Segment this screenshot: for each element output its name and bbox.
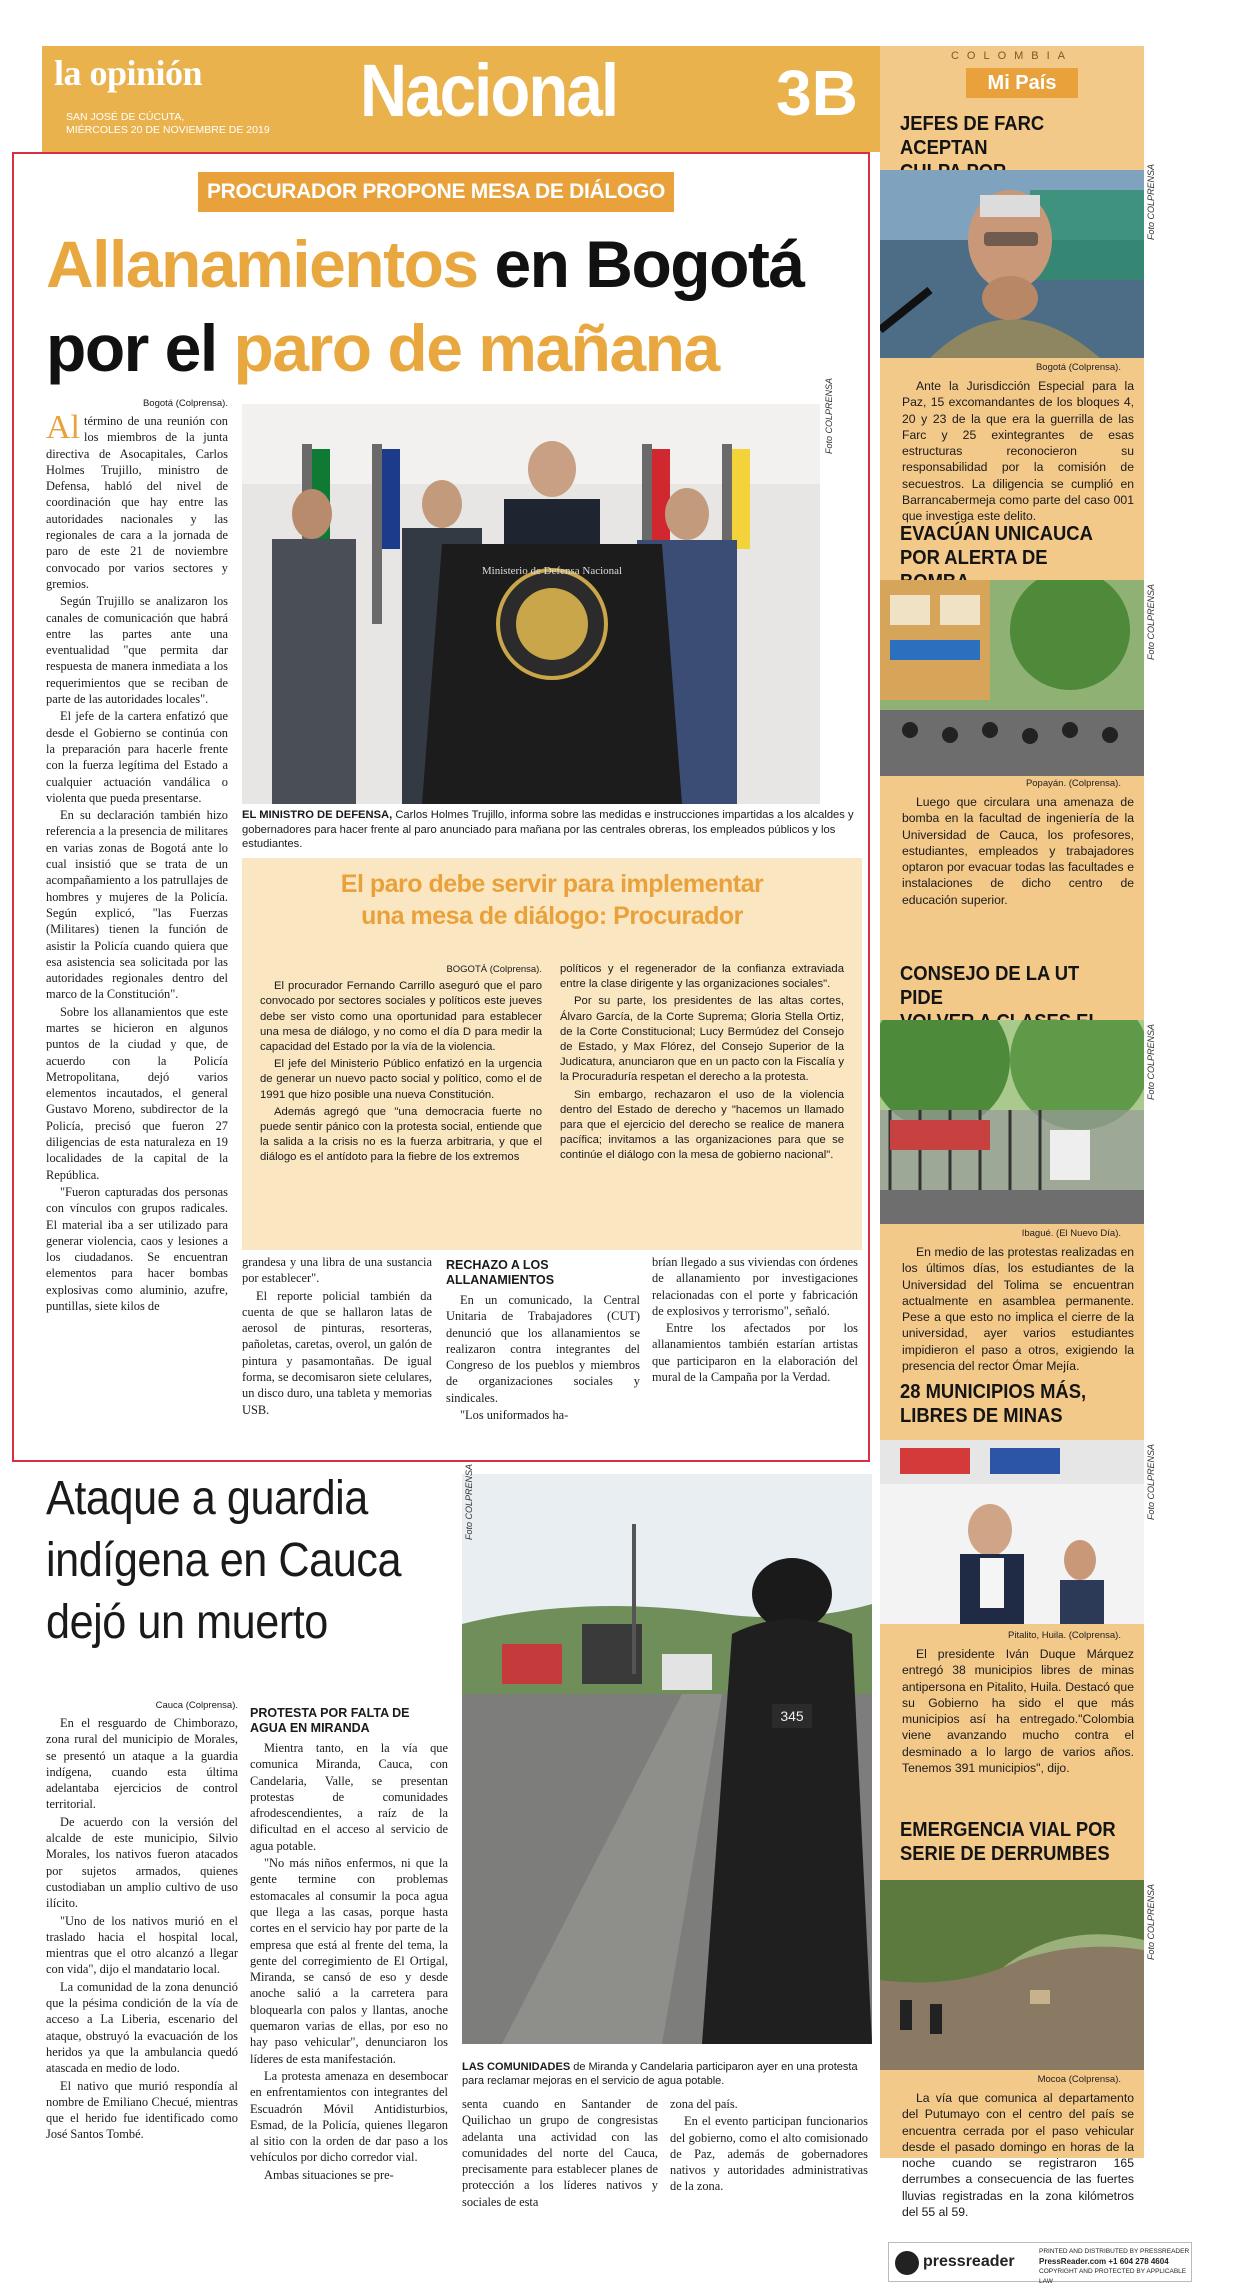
box-title <box>242 868 862 932</box>
sidebar-story-3-credit: Ibagué. (El Nuevo Día). <box>1021 1228 1121 1239</box>
sidebar-photo-farc <box>880 170 1144 358</box>
pressreader-logo-text: pressreader <box>923 2253 1015 2270</box>
section-title: Nacional <box>360 49 618 132</box>
sidebar-story-1-text: Ante la Jurisdicción Especial para la Paz, 15 excomandantes de los bloques 4, 20 y 23 de la que era la guerrilla de las Farc y 25 exintegrantes de esas estructuras reconocieron su responsabilidad por la comisión de secuestros. La diligencia se cumplió en Barrancabermeja como parte del caso 001 que investiga este delito. <box>902 379 1134 524</box>
lead-paragraph: grandesa y una libra de una sustancia por establecer". <box>242 1255 432 1286</box>
podium-text: Ministerio de Defensa Nacional <box>481 565 623 577</box>
lead-column-3 <box>446 1254 640 1424</box>
lead-paragraph: término de una reunión con los miembros de la junta directiva de Asocapitales, Carlos Holmes Trujillo, ministro de Defensa, habló del nivel de coordinación que hay entre las autoridades nacionales y las regionales de cara a la jornada de paro de este 21 de noviembre convocado por varios sectores y gremios. <box>46 414 228 591</box>
title-line: JEFES DE FARC ACEPTAN <box>900 113 1045 159</box>
lead-paragraph: Según Trujillo se analizaron los canales de comunicación que habrá entre las partes ante una eventualidad "que permita dar respuesta de manera inmediata a los requerimientos que se reciban de parte de las autoridades locales". <box>46 594 228 707</box>
caption-bold: LAS COMUNIDADES <box>462 2061 571 2073</box>
pressreader-notice <box>1039 2247 1191 2287</box>
notice-line: PRINTED AND DISTRIBUTED BY PRESSREADER <box>1039 2248 1190 2255</box>
lead-paragraph: Entre los afectados por los allanamientos también estarían artistas que participaron en la elaboración del mural de la Campaña por la Verdad. <box>652 1321 858 1385</box>
box-credit: BOGOTÁ (Colprensa). <box>446 964 542 975</box>
photo-credit-tag: Foto COLPRENSA <box>1146 583 1156 660</box>
headline-accent: paro de mañana <box>233 311 719 385</box>
lead-paragraph: En un comunicado, la Central Unitaria de Trabajadores (CUT) denunció que los allanamientos se realizaron contra integrantes del Congreso de los pueblos y miembros de organizaciones sociales y sindicales. <box>446 1293 640 1405</box>
second-column-2 <box>250 1702 448 2184</box>
photo-credit-tag: Foto COLPRENSA <box>824 377 834 454</box>
lead-paragraph: Sobre los allanamientos que este martes se hicieron en algunos puntos de la ciudad y que, de acuerdo con la Policía Metropolitana, dejó varios elementos incautados, el general Gustavo Moreno, subdirector de la Policía, precisó que fueron 27 diligencias de esta naturaleza en 19 localidades de la capital de la República. <box>46 1004 228 1182</box>
second-column-3 <box>462 2096 658 2211</box>
sidebar-story-2-credit: Popayán. (Colprensa). <box>1025 778 1121 789</box>
sidebar-story-4-title <box>900 1380 1117 1428</box>
lead-column-2 <box>242 1254 432 1419</box>
photo-credit-tag: Foto COLPRENSA <box>1146 163 1156 240</box>
sidebar-story-5-text: La vía que comunica al departamento del Putumayo con el centro del país se encuentra cerrada por el paso vehicular desde el pasado domingo en horas de la noche cuando se registraron 165 derrumbes a consecuencia de las fuertes lluvias registradas en la zona kilómetros del 55 al 59. <box>902 2091 1134 2220</box>
second-headline: Ataque a guardia indígena en Cauca dejó un muerto <box>46 1472 402 1649</box>
sidebar-photo-ut <box>880 1020 1144 1224</box>
lead-kicker: PROCURADOR PROPONE MESA DE DIÁLOGO <box>198 172 674 212</box>
sidebar-section-label: Mi País <box>966 68 1078 98</box>
sidebar-story-3-text: En medio de las protestas realizadas en los últimos días, los estudiantes de la Universidad del Tolima se encuentran actualmente en asamblea permanente. Pese a que esto no implica el cierre de la universidad, ayer varios estudiantes impidieron el paso a otros, exigiendo la presencia del rector Ómar Mejía. <box>902 1245 1134 1374</box>
headline-text: por el <box>46 311 234 385</box>
lead-paragraph: El jefe de la cartera enfatizó que desde el Gobierno se continúa con la preparación para hacerle frente con la fuerza legítima del Estado a cualquier actuación vandálica o violenta que pueda presentarse. <box>46 709 228 805</box>
lead-column-1 <box>46 398 228 1315</box>
lead-paragraph: El reporte policial también da cuenta de que se hallaron latas de aerosol de pinturas, resorteras, pañoletas, caretas, overol, un galón de pintura y pasamontañas. De igual forma, se decomisaron siete celulares, un disco duro, una tableta y memorias USB. <box>242 1288 432 1417</box>
box-paragraph: Sin embargo, rechazaron el uso de la violencia dentro del Estado de derecho y "hacemos un llamado para que el ejercicio del derecho se realice de manera pacífica; invitamos a las organizaciones para que se continúe el diálogo con la mesa de gobierno nacional". <box>560 1088 844 1162</box>
lead-paragraph: En su declaración también hizo referencia a la presencia de militares en varias zonas de Bogotá ante lo cual insistió que se trata de un acompañamiento a los patrullajes de hombres y mujeres de la Policía. Según explicó, "las Fuerzas (Militares) tienen la función de asistir la Policía cuando quiera que esa asistencia sea solicitada por las autoridades regionales dentro del marco de la Constitución". <box>46 808 228 1002</box>
lead-paragraph: brían llegado a sus viviendas con órdenes de allanamiento por investigaciones relacionadas con el porte y fabricación de explosivos y terrorismo", señaló. <box>652 1255 858 1318</box>
second-paragraph: La comunidad de la zona denunció que la pésima condición de la vía de acceso a La Liberia, escenario del ataque, obstruyó la evacuación de los heridos ya que la ambulancia quedó atascada en medio de lodo. <box>46 1979 238 2076</box>
box-column-1 <box>260 962 542 1168</box>
lead-headline <box>46 222 836 390</box>
sidebar-photo-derrumbes <box>880 1880 1144 2070</box>
second-paragraph: "Uno de los nativos murió en el traslado hacia el hospital local, mientras que el otro alcanzó a llegar con vida", dijo el mandatario local. <box>46 1913 238 1977</box>
second-paragraph: "No más niños enfermos, ni que la gente termine con problemas estomacales al consumir la poca agua que llega a las casas, porque hasta cortes en el servicio hay por parte de la empresa que está al frente del tema, la gente del corregimiento de El Ortigal, Miranda, se cansó de eso y desde anoche salió a la carretera para bloquearla con palos y llantas, anoche quemaron varias de ellas, por eso no hay paso vehicular", denunciaron los líderes de esta manifestación. <box>250 1856 448 2066</box>
lead-column-4 <box>652 1254 858 1386</box>
sidebar-story-4-text: El presidente Iván Duque Márquez entregó 38 municipios libres de minas antipersona en Pitalito, Huila. Destacó que su Gobierno ha sido el que más municipios así ha entregado."Colombia viene avanzando mucho contra el desminado a lo largo de varios años. Tenemos 391 municipios", dijo. <box>902 1647 1134 1776</box>
second-paragraph: De acuerdo con la versión del alcalde de este municipio, Silvio Morales, los nativos fueron atacados por sujetos armados, quienes custodiaban un amplio cultivo de uso ilícito. <box>46 1814 238 1911</box>
box-title-line: una mesa de diálogo: Procurador <box>361 902 743 930</box>
box-paragraph: El procurador Fernando Carrillo aseguró que el paro convocado por sectores sociales y políticos este jueves debe ser visto como una oportunidad para establecer una mesa de diálogo, y no como el día D para medir la capacidad del Estado por la vía de la violencia. <box>260 980 542 1054</box>
box-paragraph: políticos y el regenerador de la confianza extraviada entre la clase dirigente y las organizaciones sociales". <box>560 963 844 991</box>
title-line: CONSEJO DE LA UT PIDE <box>900 963 1080 1009</box>
second-paragraph: Mientra tanto, en la vía que comunica Miranda, Cauca, con Candelaria, Valle, se presentan protestas de comunidades afrodescendientes, a raíz de la dificultad en el acceso al servicio de agua potable. <box>250 1741 448 1853</box>
second-subhead: PROTESTA POR FALTA DE AGUA EN MIRANDA <box>250 1706 410 1735</box>
second-column-4 <box>670 2096 868 2196</box>
caption-bold: EL MINISTRO DE DEFENSA, <box>242 809 393 821</box>
sidebar-story-5-credit: Mocoa (Colprensa). <box>1037 2074 1121 2085</box>
photo-credit-tag: Foto COLPRENSA <box>1146 1023 1156 1100</box>
second-paragraph: zona del país. <box>670 2097 738 2111</box>
sidebar-story-2-text: Luego que circulara una amenaza de bomba en la facultad de ingeniería de la Universidad de Cauca, los profesores, estudiantes, empleados y trabajadores optaron por evacuar todas las facultades e instalaciones de dicho centro de educación superior. <box>902 795 1134 907</box>
second-paragraph: En el resguardo de Chimborazo, zona rural del municipio de Morales, se presentó un ataque a la guardia indígena, cuando esta última adelantaba ejercicios de control territorial. <box>46 1716 238 1812</box>
date-text: MIÉRCOLES 20 DE NOVIEMBRE DE 2019 <box>66 124 270 136</box>
lead-paragraph: "Los uniformados ha- <box>460 1408 569 1423</box>
second-paragraph: Ambas situaciones se pre- <box>264 2167 394 2182</box>
second-paragraph: En el evento participan funcionarios del gobierno, como el alto comisionado de Paz, además de gobernadores nativos y autoridades administrativas de la zona. <box>670 2114 868 2194</box>
box-column-2 <box>560 962 844 1166</box>
second-paragraph: La protesta amenaza en desembocar en enfrentamientos con integrantes del Escuadrón Móvil Antidisturbios, Esmad, de la Policía, quienes llegaron al sitio con la orden de dar paso a los vehículos por dicho corredor vial. <box>250 2068 448 2165</box>
sidebar-story-5-title <box>900 1818 1117 1866</box>
brand-logo: la opinión <box>54 53 203 93</box>
title-line: EMERGENCIA VIAL POR <box>900 1819 1116 1841</box>
box-paragraph: Por su parte, los presidentes de las altas cortes, Álvaro García, de la Corte Suprema; Gloria Stella Ortiz, de la Corte Constitucional; Lucy Bermúdez del Consejo de Estado, y Max Flórez, del Consejo Superior de la Judicatura, anunciaron que en un pacto con la Fiscalía y la Procuraduría respetan el derecho a la protesta. <box>560 995 844 1084</box>
sidebar-photo-unicauca <box>880 580 1144 776</box>
lead-photo-caption <box>242 808 854 852</box>
sidebar-country-label: COLOMBIA <box>950 50 1074 62</box>
photo-credit-tag: Foto COLPRENSA <box>1146 1443 1156 1520</box>
second-credit: Cauca (Colprensa). <box>155 1700 238 1711</box>
lead-paragraph: "Fueron capturadas dos personas con vínculos con grupos radicales. El material iba a ser utilizado para generar violencia, caos y lesiones a los ciudadanos. Se encuentran elementos para hacer bombas explosivas como aluminio, azufre, puntillas, siete kilos de <box>46 1184 228 1314</box>
page-number: 3B <box>776 57 858 129</box>
dropcap: Al <box>46 409 80 446</box>
sidebar-photo-minas <box>880 1440 1144 1624</box>
title-line: SERIE DE DERRUMBES <box>900 1843 1110 1865</box>
dateline <box>66 111 270 137</box>
title-line: EVACÚAN UNICAUCA <box>900 523 1093 545</box>
caption-text: Carlos Holmes Trujillo, informa sobre las medidas e instrucciones impartidas a los alcaldes y gobernadores para hacer frente al paro anunciado para mañana por las centrales obreras, los empleados públicos y los estudiantes. <box>242 809 854 850</box>
photo-credit-tag: Foto COLPRENSA <box>1146 1883 1156 1960</box>
second-photo-caption <box>462 2060 872 2088</box>
second-paragraph: El nativo que murió respondía al nombre de Emiliano Checué, mientras que el herido fue identificado como José Santos Tombé. <box>46 2078 238 2142</box>
uniform-number: 345 <box>780 1708 804 1724</box>
notice-line: COPYRIGHT AND PROTECTED BY APPLICABLE LAW <box>1039 2268 1187 2285</box>
box-title-line: El paro debe servir para implementar <box>340 870 764 898</box>
box-paragraph: El jefe del Ministerio Público enfatizó en la urgencia de generar un nuevo pacto social y político, como el de 1991 que hizo posible una nueva Constitución. <box>260 1058 542 1101</box>
title-line: POR ALERTA DE <box>900 547 1048 569</box>
lead-photo <box>242 404 820 804</box>
second-paragraph: senta cuando en Santander de Quilichao un grupo de congresistas adelanta una actividad con las comunidades del norte del Cauca, precisamente para establecer planes de protección a los líderes nativos y sociales de esta <box>462 2097 658 2209</box>
city-text: SAN JOSÉ DE CÚCUTA, <box>66 111 185 123</box>
title-line: LIBRES DE MINAS <box>900 1405 1063 1427</box>
notice-line: PressReader.com +1 604 278 4604 <box>1039 2257 1169 2266</box>
lead-credit: Bogotá (Colprensa). <box>142 398 228 409</box>
pressreader-badge <box>888 2242 1192 2285</box>
second-photo <box>462 1474 872 2044</box>
headline-text: en Bogotá <box>477 227 804 301</box>
sidebar-story-4-credit: Pitalito, Huila. (Colprensa). <box>1008 1630 1121 1641</box>
pressreader-icon <box>895 2251 919 2275</box>
headline-accent: Allanamientos <box>46 227 478 301</box>
box-paragraph: Además agregó que "una democracia fuerte no puede sentir pánico con la protesta social, entiende que la salida a la crisis no es la fuerza arbitraria, y que el diálogo es el antídoto para la fiebre de los extremos <box>260 1105 542 1164</box>
sidebar-story-1-credit: Bogotá (Colprensa). <box>1035 362 1121 373</box>
second-column-1 <box>46 1700 238 2144</box>
title-line: 28 MUNICIPIOS MÁS, <box>900 1381 1087 1403</box>
caption-text: de Miranda y Candelaria participaron ayer en una protesta para reclamar mejoras en el servicio de agua potable. <box>462 2061 858 2087</box>
lead-subhead: RECHAZO A LOS ALLANAMIENTOS <box>446 1258 555 1287</box>
photo-credit-tag: Foto COLPRENSA <box>464 1463 474 1540</box>
